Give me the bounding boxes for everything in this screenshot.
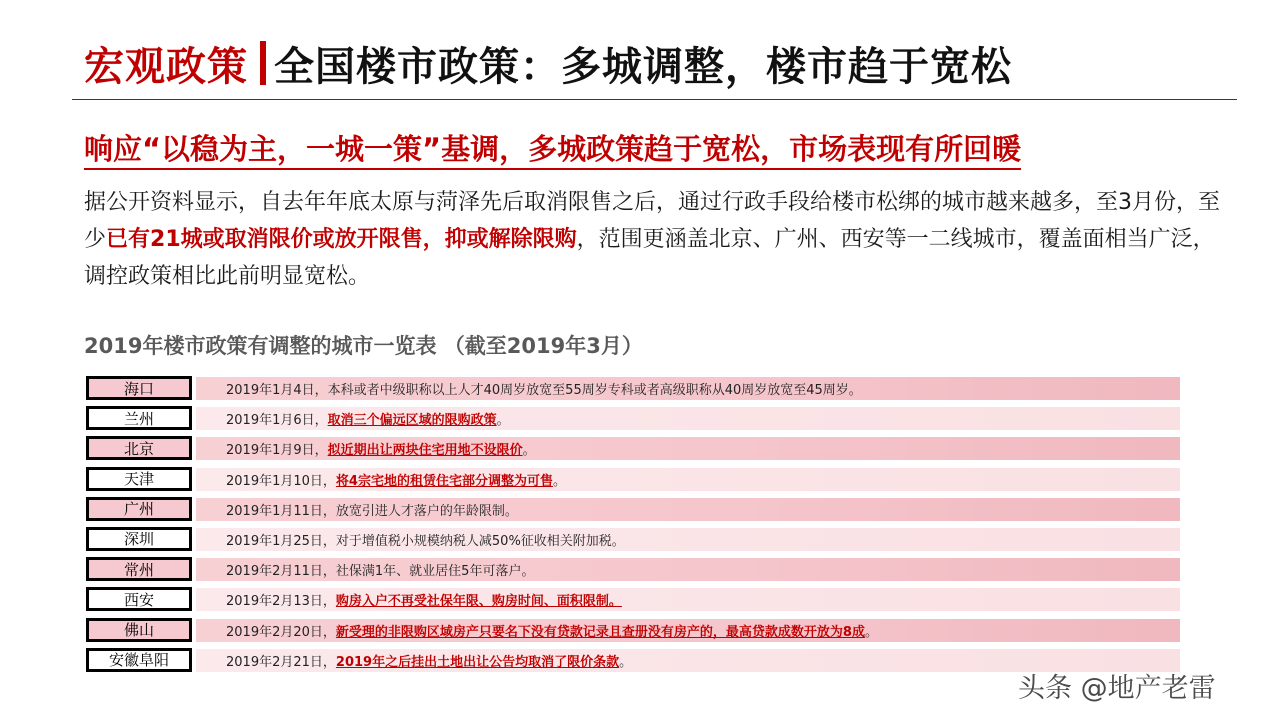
policy-highlight: 2019年之后挂出土地出让公告均取消了限价条款 (335, 654, 620, 670)
policy-date: 2019年2月13日， (226, 594, 336, 610)
city-label: 海口 (86, 376, 192, 400)
page-title: 全国楼市政策：多城调整，楼市趋于宽松 (274, 43, 1012, 90)
city-label: 天津 (86, 467, 192, 491)
policy-date: 2019年1月10日， (226, 473, 336, 489)
policy-description (196, 437, 1180, 460)
policy-description (196, 407, 1180, 430)
section-tag: 宏观政策 (84, 43, 248, 90)
table-title: 2019年楼市政策有调整的城市一览表 （截至2019年3月） (84, 334, 643, 358)
city-label: 常州 (86, 557, 192, 581)
table-row (84, 404, 1184, 434)
policy-date: 2019年2月11日， (226, 564, 336, 580)
policy-description (196, 588, 1180, 611)
policy-description (196, 558, 1180, 581)
policy-highlight: 新受理的非限购区域房产只要名下没有贷款记录且查册没有房产的，最高贷款成数开放为8成 (335, 624, 865, 640)
table-row (84, 434, 1184, 464)
paragraph-text-1: 据公开资料显示，自去年年底太原与菏泽先后取消限售之后，通过行政手段给楼市松绑的城市越来越多，至3月份，至少 (84, 190, 1221, 252)
city-label: 佛山 (86, 618, 192, 642)
policy-date: 2019年2月21日， (226, 654, 336, 670)
city-label: 广州 (86, 497, 192, 521)
header (84, 36, 1012, 90)
policy-end: 。 (619, 654, 633, 670)
city-label: 西安 (86, 587, 192, 611)
table-row (84, 374, 1184, 404)
policy-description (196, 377, 1180, 400)
table-row (84, 495, 1184, 525)
policy-end: 。 (552, 473, 566, 489)
policy-text: 社保满1年、就业居住5年可落户。 (335, 564, 535, 580)
policy-date: 2019年2月20日， (226, 624, 336, 640)
title-divider-bar (260, 41, 266, 85)
table-row (84, 616, 1184, 646)
watermark: 头条 @地产老雷 (1018, 673, 1216, 704)
policy-date: 2019年1月25日， (226, 533, 336, 549)
city-label: 深圳 (86, 527, 192, 551)
policy-description (196, 498, 1180, 521)
policy-end: 。 (864, 624, 878, 640)
policy-date: 2019年1月4日， (226, 383, 328, 398)
table-row (84, 525, 1184, 555)
policy-date: 2019年1月9日， (226, 443, 328, 459)
policy-date: 2019年1月6日， (226, 413, 328, 429)
table-row (84, 585, 1184, 615)
policy-table (84, 374, 1184, 676)
table-row (84, 465, 1184, 495)
policy-highlight: 购房入户不再受社保年限、购房时间、面积限制。 (335, 594, 622, 610)
policy-text: 本科或者中级职称以上人才40周岁放宽至55周岁专科或者高级职称从40周岁放宽至45周岁。 (327, 383, 862, 398)
paragraph-highlight: 已有21城或取消限价或放开限售，抑或解除限购 (106, 227, 577, 252)
header-rule (72, 99, 1237, 100)
policy-highlight: 将4宗宅地的租赁住宅部分调整为可售 (335, 473, 553, 489)
policy-end: 。 (522, 443, 536, 459)
policy-description (196, 468, 1180, 491)
policy-highlight: 取消三个偏远区域的限购政策 (327, 413, 497, 429)
table-row (84, 555, 1184, 585)
intro-paragraph (84, 184, 1234, 295)
policy-end: 。 (496, 413, 510, 429)
paragraph-text-2: ，范围更涵盖北京、广州、西安等一二线城市，覆盖面相当广泛，调控政策相比此前明显宽松。 (84, 227, 1215, 289)
policy-description (196, 619, 1180, 642)
policy-text: 放宽引进人才落户的年龄限制。 (335, 503, 518, 519)
city-label: 安徽阜阳 (86, 648, 192, 672)
policy-text: 对于增值税小规模纳税人减50%征收相关附加税。 (335, 533, 625, 549)
city-label: 兰州 (86, 406, 192, 430)
policy-highlight: 拟近期出让两块住宅用地不设限价 (327, 443, 523, 459)
policy-date: 2019年1月11日， (226, 503, 336, 519)
policy-description (196, 528, 1180, 551)
city-label: 北京 (86, 436, 192, 460)
headline: 响应“以稳为主，一城一策”基调，多城政策趋于宽松，市场表现有所回暖 (84, 131, 1021, 170)
